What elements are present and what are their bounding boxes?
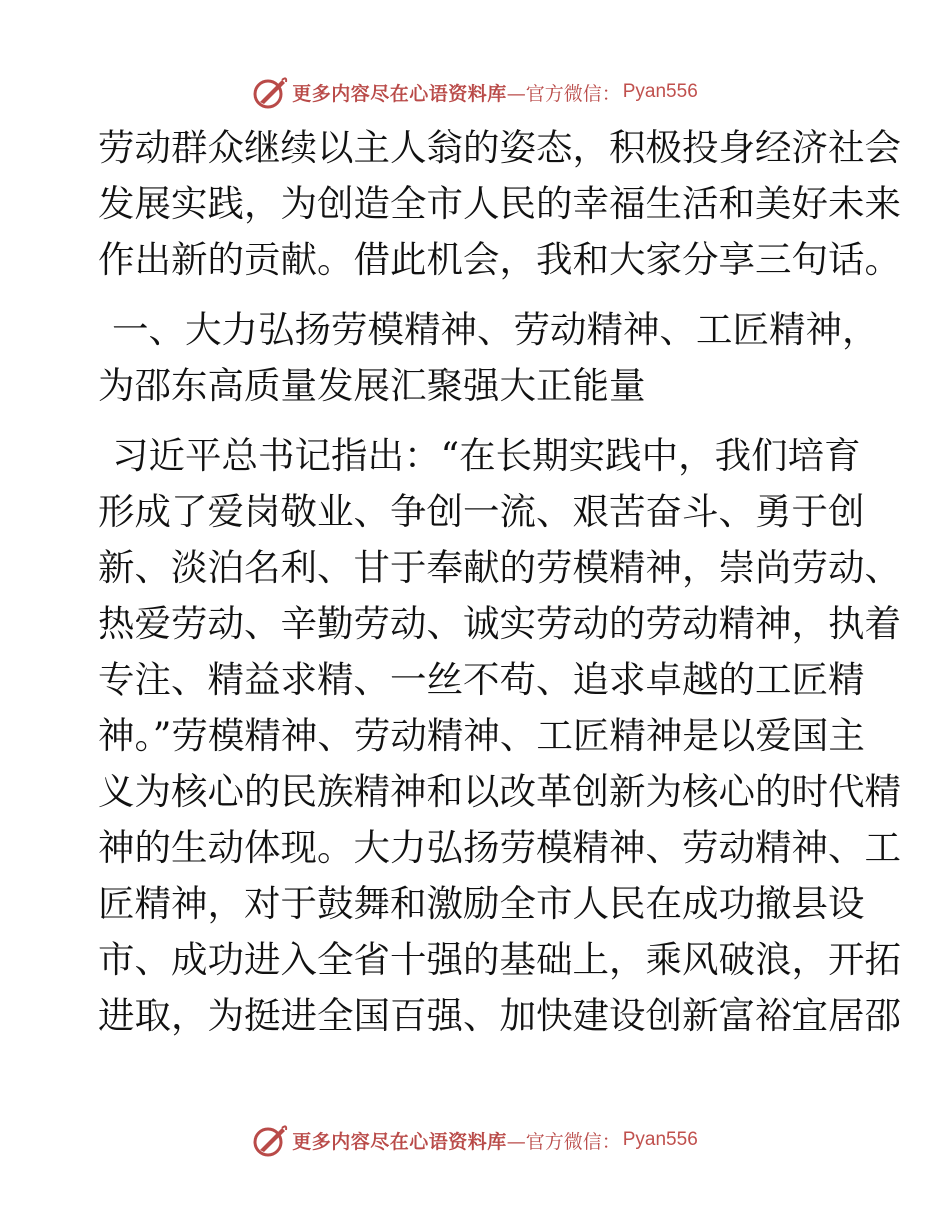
text-line: 义为核心的民族精神和以改革创新为核心的时代精 <box>98 770 901 813</box>
text-line: 习近平总书记指出：“在长期实践中，我们培育 <box>112 434 861 477</box>
text-line: 匠精神，对于鼓舞和激励全市人民在成功撤县设 <box>98 882 865 925</box>
text-line: 发展实践，为创造全市人民的幸福生活和美好未来 <box>98 182 901 225</box>
banner-wechat-id: Pyan556 <box>622 1129 698 1150</box>
banner-promo-text: 更多内容尽在心语资料库 <box>292 1130 507 1153</box>
text-line: 新、淡泊名利、甘于奉献的劳模精神，崇尚劳动、 <box>98 546 901 589</box>
text-line: 热爱劳动、辛勤劳动、诚实劳动的劳动精神，执着 <box>98 602 901 645</box>
text-line: 形成了爱岗敬业、争创一流、艰苦奋斗、勇于创 <box>98 490 865 533</box>
text-line: 为邵东高质量发展汇聚强大正能量 <box>98 364 646 407</box>
document-body <box>98 120 901 1044</box>
banner-wechat-label: —官方微信： <box>506 82 621 105</box>
banner-wechat-id: Pyan556 <box>622 81 698 102</box>
paragraph <box>98 428 901 1044</box>
text-line: 劳动群众继续以主人翁的姿态，积极投身经济社会 <box>98 126 901 169</box>
text-line: 专注、精益求精、一丝不苟、追求卓越的工匠精 <box>98 658 865 701</box>
text-line: 神的生动体现。大力弘扬劳模精神、劳动精神、工 <box>98 826 901 869</box>
text-line: 一、大力弘扬劳模精神、劳动精神、工匠精神， <box>112 308 879 351</box>
quill-logo-icon <box>252 1122 288 1158</box>
text-line: 作出新的贡献。借此机会，我和大家分享三句话。 <box>98 238 901 281</box>
paragraph <box>98 120 901 288</box>
banner-wechat-label: —官方微信： <box>506 1130 621 1153</box>
header-banner <box>0 72 950 112</box>
text-line: 神。”劳模精神、劳动精神、工匠精神是以爱国主 <box>98 714 865 757</box>
quill-logo-icon <box>252 74 288 110</box>
text-line: 市、成功进入全省十强的基础上，乘风破浪，开拓 <box>98 938 901 981</box>
footer-banner <box>0 1120 950 1160</box>
banner-promo-text: 更多内容尽在心语资料库 <box>292 82 507 105</box>
section-heading <box>98 302 879 414</box>
text-line: 进取，为挺进全国百强、加快建设创新富裕宜居邵 <box>98 994 901 1037</box>
